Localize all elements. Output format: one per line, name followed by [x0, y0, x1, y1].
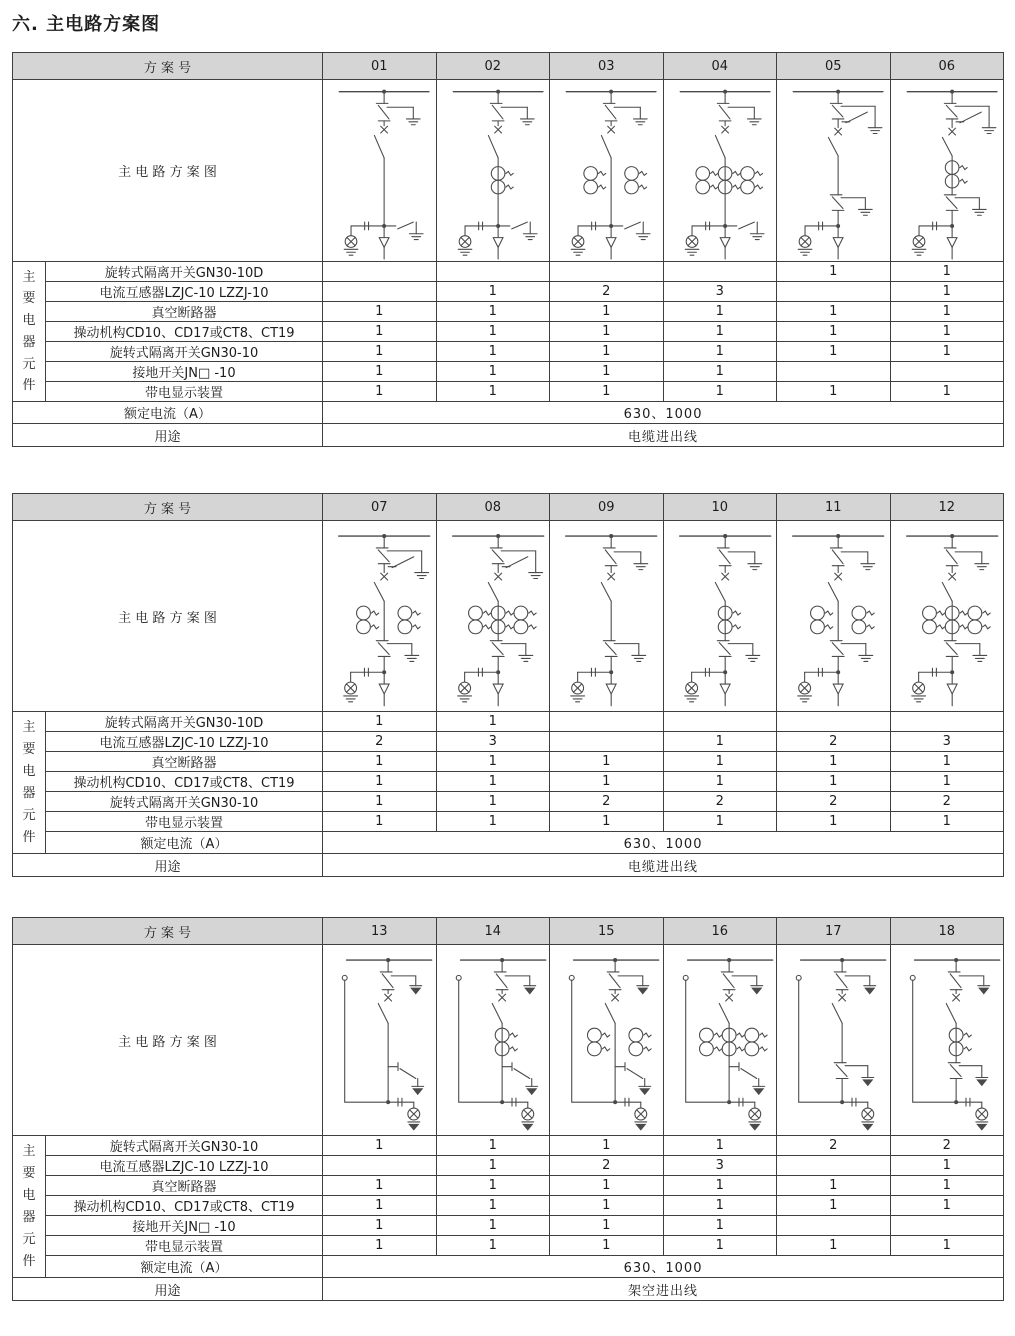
circuit-diagram-16	[664, 945, 777, 1135]
count-cell: 1	[550, 362, 664, 382]
component-row-label: 旋转式隔离开关GN30-10D	[46, 262, 323, 282]
count-cell: 1	[777, 342, 891, 362]
scheme-number-cell: 12	[890, 494, 1004, 521]
count-cell: 1	[436, 1176, 550, 1196]
scheme-number-cell: 06	[890, 53, 1004, 80]
count-cell: 1	[890, 1156, 1004, 1176]
scheme-no-header: 方 案 号	[13, 53, 323, 80]
count-cell: 1	[663, 1136, 777, 1156]
diagram-row	[13, 80, 1004, 262]
circuit-diagram-12	[891, 521, 1004, 711]
rated-current-row	[13, 402, 1004, 424]
circuit-diagram-cell	[890, 945, 1004, 1136]
count-cell: 2	[550, 1156, 664, 1176]
count-cell	[436, 262, 550, 282]
scheme-number-cell: 13	[323, 918, 437, 945]
component-row-label: 带电显示装置	[46, 1236, 323, 1256]
usage-value: 电缆进出线	[323, 424, 1004, 447]
count-cell: 1	[323, 1136, 437, 1156]
count-cell: 2	[777, 732, 891, 752]
count-cell	[550, 262, 664, 282]
scheme-table-1	[12, 52, 1004, 447]
count-cell	[777, 1216, 891, 1236]
count-cell: 1	[890, 1176, 1004, 1196]
component-row	[13, 302, 1004, 322]
rated-current-row	[13, 1256, 1004, 1278]
count-cell: 1	[777, 262, 891, 282]
component-row-label: 电流互感器LZJC-10 LZZJ-10	[46, 282, 323, 302]
count-cell	[777, 282, 891, 302]
component-row	[13, 1136, 1004, 1156]
count-cell: 1	[663, 1216, 777, 1236]
count-cell: 2	[663, 792, 777, 812]
usage-row	[13, 424, 1004, 447]
scheme-number-cell: 10	[663, 494, 777, 521]
count-cell: 1	[436, 1236, 550, 1256]
count-cell: 3	[436, 732, 550, 752]
component-group-label: 主 要 电 器 元 件	[13, 712, 46, 854]
count-cell: 1	[777, 382, 891, 402]
count-cell: 1	[663, 1236, 777, 1256]
count-cell: 1	[550, 1216, 664, 1236]
component-row	[13, 1196, 1004, 1216]
circuit-diagram-07	[323, 521, 436, 711]
count-cell: 1	[550, 812, 664, 832]
circuit-diagram-cell	[777, 945, 891, 1136]
table-gap	[12, 447, 1003, 493]
count-cell: 1	[663, 772, 777, 792]
count-cell: 1	[663, 1196, 777, 1216]
component-row	[13, 282, 1004, 302]
circuit-diagram-cell	[777, 521, 891, 712]
count-cell	[550, 712, 664, 732]
count-cell: 1	[436, 322, 550, 342]
rated-current-label: 额定电流（A）	[13, 402, 323, 424]
scheme-header-row	[13, 918, 1004, 945]
count-cell: 1	[663, 382, 777, 402]
count-cell: 1	[436, 812, 550, 832]
circuit-diagram-02	[437, 80, 550, 261]
usage-label: 用途	[13, 854, 323, 877]
usage-row	[13, 1278, 1004, 1301]
scheme-number-cell: 15	[550, 918, 664, 945]
count-cell: 1	[663, 322, 777, 342]
component-row	[13, 1156, 1004, 1176]
component-row	[13, 772, 1004, 792]
count-cell: 3	[663, 282, 777, 302]
count-cell	[550, 732, 664, 752]
component-group-label: 主 要 电 器 元 件	[13, 1136, 46, 1278]
count-cell: 2	[777, 1136, 891, 1156]
scheme-no-header: 方 案 号	[13, 918, 323, 945]
count-cell: 1	[436, 752, 550, 772]
component-row-label: 真空断路器	[46, 302, 323, 322]
count-cell: 1	[323, 752, 437, 772]
circuit-diagram-cell	[663, 521, 777, 712]
count-cell: 1	[436, 1156, 550, 1176]
count-cell: 2	[890, 1136, 1004, 1156]
count-cell: 1	[323, 1216, 437, 1236]
count-cell: 1	[550, 1196, 664, 1216]
usage-value: 电缆进出线	[323, 854, 1004, 877]
diagram-row-label: 主 电 路 方 案 图	[13, 521, 323, 712]
count-cell: 1	[323, 772, 437, 792]
circuit-diagram-08	[437, 521, 550, 711]
count-cell: 1	[890, 322, 1004, 342]
diagram-row-label: 主 电 路 方 案 图	[13, 80, 323, 262]
rated-current-row	[13, 832, 1004, 854]
circuit-diagram-cell	[436, 80, 550, 262]
count-cell: 1	[663, 752, 777, 772]
count-cell: 1	[436, 282, 550, 302]
count-cell: 1	[890, 1196, 1004, 1216]
count-cell: 1	[890, 342, 1004, 362]
component-row-label: 带电显示装置	[46, 382, 323, 402]
count-cell: 1	[323, 792, 437, 812]
count-cell: 1	[550, 342, 664, 362]
circuit-diagram-cell	[890, 80, 1004, 262]
count-cell: 1	[323, 302, 437, 322]
count-cell: 1	[436, 1136, 550, 1156]
count-cell: 1	[663, 302, 777, 322]
component-row	[13, 792, 1004, 812]
circuit-diagram-03	[550, 80, 663, 261]
component-row	[13, 1216, 1004, 1236]
count-cell: 1	[323, 812, 437, 832]
scheme-number-cell: 07	[323, 494, 437, 521]
circuit-diagram-14	[437, 945, 550, 1135]
component-group-label: 主 要 电 器 元 件	[13, 262, 46, 402]
circuit-diagram-01	[323, 80, 436, 261]
count-cell: 2	[777, 792, 891, 812]
component-row	[13, 752, 1004, 772]
count-cell: 1	[550, 322, 664, 342]
component-row-label: 带电显示装置	[46, 812, 323, 832]
count-cell	[323, 1156, 437, 1176]
count-cell: 1	[323, 342, 437, 362]
count-cell: 1	[436, 302, 550, 322]
scheme-number-cell: 08	[436, 494, 550, 521]
count-cell: 1	[777, 322, 891, 342]
circuit-diagram-06	[891, 80, 1004, 261]
count-cell: 1	[890, 262, 1004, 282]
count-cell: 1	[663, 812, 777, 832]
count-cell: 1	[323, 712, 437, 732]
component-row-label: 操动机构CD10、CD17或CT8、CT19	[46, 772, 323, 792]
component-row-label: 真空断路器	[46, 752, 323, 772]
count-cell: 1	[436, 792, 550, 812]
count-cell	[323, 262, 437, 282]
circuit-diagram-17	[777, 945, 890, 1135]
scheme-number-cell: 16	[663, 918, 777, 945]
count-cell: 1	[436, 342, 550, 362]
page-title: 六. 主电路方案图	[12, 14, 161, 35]
count-cell: 1	[777, 1176, 891, 1196]
count-cell	[663, 712, 777, 732]
scheme-number-cell: 11	[777, 494, 891, 521]
count-cell: 1	[890, 282, 1004, 302]
scheme-header-row	[13, 494, 1004, 521]
count-cell: 1	[550, 752, 664, 772]
count-cell: 1	[436, 362, 550, 382]
count-cell: 1	[890, 1236, 1004, 1256]
count-cell	[777, 712, 891, 732]
component-row	[13, 712, 1004, 732]
count-cell: 2	[550, 282, 664, 302]
count-cell: 1	[550, 1236, 664, 1256]
count-cell: 1	[777, 772, 891, 792]
component-row-label: 旋转式隔离开关GN30-10D	[46, 712, 323, 732]
count-cell: 1	[323, 382, 437, 402]
count-cell: 1	[663, 732, 777, 752]
count-cell: 2	[323, 732, 437, 752]
component-row	[13, 342, 1004, 362]
circuit-diagram-cell	[323, 945, 437, 1136]
count-cell: 1	[663, 342, 777, 362]
count-cell: 1	[890, 382, 1004, 402]
count-cell: 2	[890, 792, 1004, 812]
scheme-table-3	[12, 917, 1004, 1301]
count-cell: 1	[550, 382, 664, 402]
count-cell: 1	[777, 1236, 891, 1256]
usage-value: 架空进出线	[323, 1278, 1004, 1301]
component-row	[13, 322, 1004, 342]
component-row-label: 接地开关JN□ -10	[46, 1216, 323, 1236]
scheme-number-cell: 04	[663, 53, 777, 80]
circuit-diagram-10	[664, 521, 777, 711]
scheme-number-cell: 09	[550, 494, 664, 521]
count-cell	[777, 362, 891, 382]
rated-current-value: 630、1000	[323, 402, 1004, 424]
component-row	[13, 1236, 1004, 1256]
scheme-number-cell: 02	[436, 53, 550, 80]
count-cell: 1	[777, 302, 891, 322]
circuit-diagram-cell	[436, 945, 550, 1136]
usage-label: 用途	[13, 1278, 323, 1301]
count-cell: 1	[890, 772, 1004, 792]
table-gap	[12, 877, 1003, 917]
count-cell: 1	[890, 812, 1004, 832]
count-cell: 1	[550, 1136, 664, 1156]
count-cell: 1	[777, 812, 891, 832]
usage-row	[13, 854, 1004, 877]
component-row-label: 电流互感器LZJC-10 LZZJ-10	[46, 732, 323, 752]
component-row-label: 旋转式隔离开关GN30-10	[46, 792, 323, 812]
count-cell: 1	[323, 1236, 437, 1256]
component-row	[13, 362, 1004, 382]
component-row-label: 真空断路器	[46, 1176, 323, 1196]
circuit-diagram-05	[777, 80, 890, 261]
scheme-number-cell: 03	[550, 53, 664, 80]
circuit-diagram-09	[550, 521, 663, 711]
circuit-diagram-cell	[323, 521, 437, 712]
count-cell: 3	[663, 1156, 777, 1176]
circuit-diagram-04	[664, 80, 777, 261]
circuit-diagram-cell	[777, 80, 891, 262]
count-cell	[890, 362, 1004, 382]
count-cell: 1	[436, 1216, 550, 1236]
scheme-table-2	[12, 493, 1004, 877]
count-cell: 2	[550, 792, 664, 812]
component-row	[13, 382, 1004, 402]
count-cell: 1	[323, 1176, 437, 1196]
count-cell: 1	[890, 302, 1004, 322]
count-cell	[890, 1216, 1004, 1236]
count-cell: 1	[323, 362, 437, 382]
component-row	[13, 1176, 1004, 1196]
count-cell: 1	[323, 1196, 437, 1216]
scheme-header-row	[13, 53, 1004, 80]
scheme-number-cell: 18	[890, 918, 1004, 945]
scheme-number-cell: 14	[436, 918, 550, 945]
circuit-diagram-cell	[663, 80, 777, 262]
count-cell: 1	[436, 1196, 550, 1216]
circuit-diagram-18	[891, 945, 1004, 1135]
count-cell: 1	[436, 772, 550, 792]
circuit-diagram-11	[777, 521, 890, 711]
component-row-label: 接地开关JN□ -10	[46, 362, 323, 382]
count-cell: 1	[890, 752, 1004, 772]
circuit-diagram-cell	[550, 521, 664, 712]
count-cell: 1	[550, 1176, 664, 1196]
count-cell	[323, 282, 437, 302]
circuit-diagram-cell	[550, 945, 664, 1136]
count-cell: 1	[436, 382, 550, 402]
component-row	[13, 812, 1004, 832]
circuit-diagram-cell	[550, 80, 664, 262]
count-cell	[663, 262, 777, 282]
component-row-label: 操动机构CD10、CD17或CT8、CT19	[46, 322, 323, 342]
component-row	[13, 732, 1004, 752]
scheme-number-cell: 01	[323, 53, 437, 80]
rated-current-value: 630、1000	[323, 1256, 1004, 1278]
component-row-label: 旋转式隔离开关GN30-10	[46, 1136, 323, 1156]
count-cell	[890, 712, 1004, 732]
count-cell: 1	[550, 772, 664, 792]
circuit-diagram-cell	[890, 521, 1004, 712]
circuit-diagram-cell	[323, 80, 437, 262]
count-cell: 3	[890, 732, 1004, 752]
circuit-diagram-cell	[663, 945, 777, 1136]
diagram-row	[13, 945, 1004, 1136]
component-row	[13, 262, 1004, 282]
usage-label: 用途	[13, 424, 323, 447]
scheme-number-cell: 17	[777, 918, 891, 945]
rated-current-value: 630、1000	[323, 832, 1004, 854]
count-cell: 1	[777, 1196, 891, 1216]
count-cell: 1	[323, 322, 437, 342]
scheme-no-header: 方 案 号	[13, 494, 323, 521]
circuit-diagram-13	[323, 945, 436, 1135]
count-cell	[777, 1156, 891, 1176]
count-cell: 1	[663, 1176, 777, 1196]
diagram-row	[13, 521, 1004, 712]
count-cell: 1	[777, 752, 891, 772]
circuit-diagram-cell	[436, 521, 550, 712]
rated-current-label: 额定电流（A）	[46, 1256, 323, 1278]
count-cell: 1	[663, 362, 777, 382]
component-row-label: 电流互感器LZJC-10 LZZJ-10	[46, 1156, 323, 1176]
scheme-number-cell: 05	[777, 53, 891, 80]
component-row-label: 操动机构CD10、CD17或CT8、CT19	[46, 1196, 323, 1216]
rated-current-label: 额定电流（A）	[46, 832, 323, 854]
component-row-label: 旋转式隔离开关GN30-10	[46, 342, 323, 362]
diagram-row-label: 主 电 路 方 案 图	[13, 945, 323, 1136]
circuit-diagram-15	[550, 945, 663, 1135]
count-cell: 1	[550, 302, 664, 322]
count-cell: 1	[436, 712, 550, 732]
